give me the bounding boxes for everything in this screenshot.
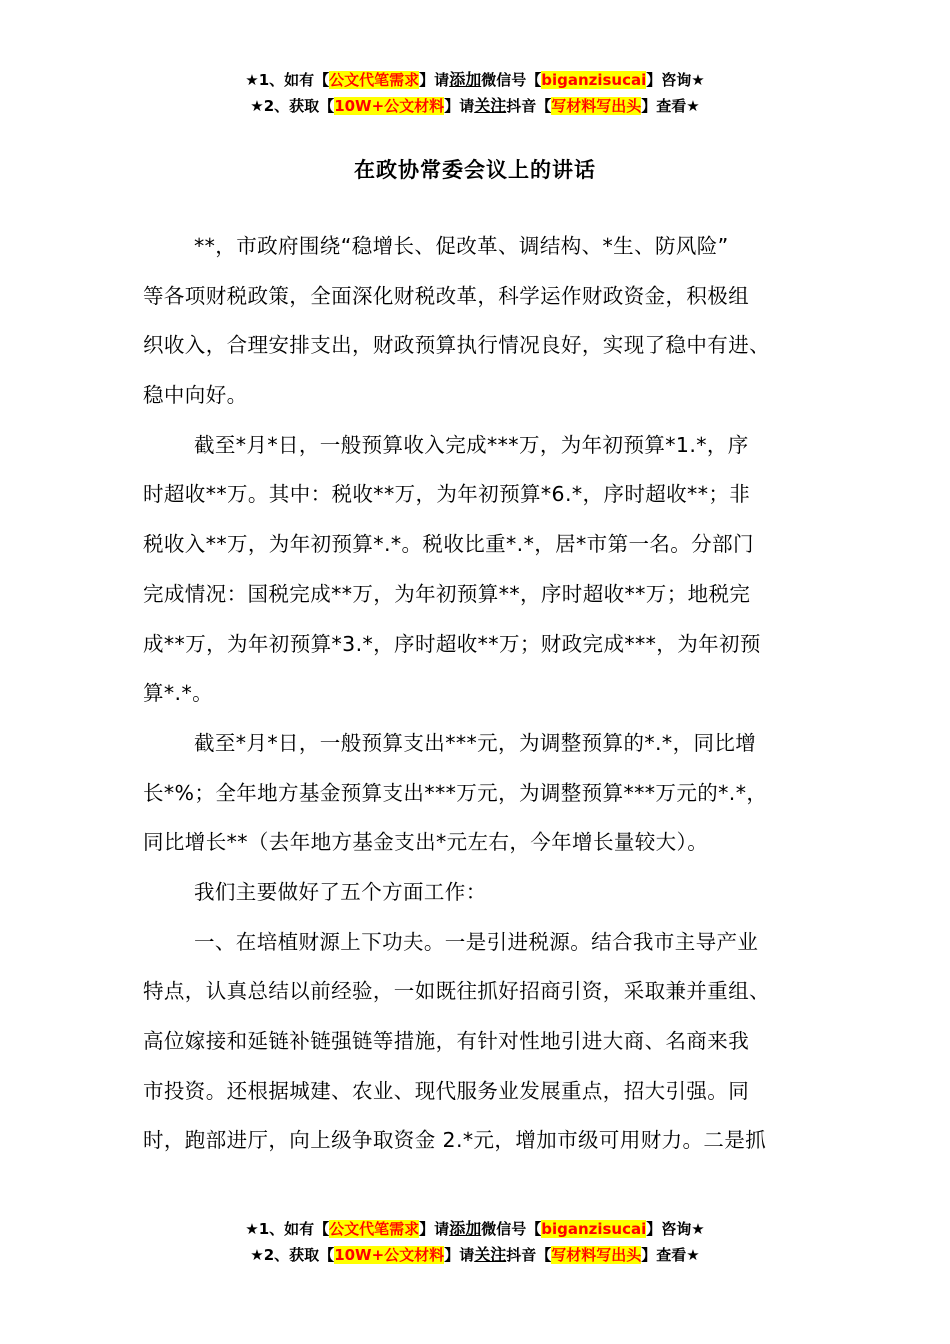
banner-text: ★1、如有【	[245, 71, 330, 89]
banner-highlight: biganzisucai	[541, 71, 647, 89]
paragraph-5-line: 时，跑部进厅，向上级争取资金 2.*元，增加市级可用财力。二是抓	[143, 1128, 767, 1153]
banner-underlined: 关注	[474, 96, 507, 115]
banner-line-2	[0, 1242, 950, 1268]
paragraph-3-line: 长*%；全年地方基金预算支出***万元，为调整预算***万元的*.*，	[143, 780, 768, 805]
banner-text: 】请	[419, 1220, 450, 1238]
banner-highlight: 公文代笔需求	[329, 1220, 420, 1238]
banner-line-1	[0, 1216, 950, 1242]
paragraph-3-line: 同比增长**（去年地方基金支出*元左右，今年增长量较大）。	[143, 830, 709, 855]
paragraph-2-line: 时超收**万。其中：税收**万，为年初预算*6.*，序时超收**；非	[143, 482, 751, 507]
banner-highlight: biganzisucai	[541, 1220, 647, 1238]
paragraph-5-line: 一、在培植财源上下功夫。一是引进税源。结合我市主导产业	[194, 929, 759, 954]
banner-line-2	[0, 93, 950, 119]
banner-text: 】请	[419, 71, 450, 89]
paragraph-1-line: 织收入，合理安排支出，财政预算执行情况良好，实现了稳中有进、	[143, 333, 770, 358]
header-banner	[0, 67, 950, 119]
banner-text: ★2、获取【	[250, 1246, 335, 1264]
banner-highlight: 写材料写出头	[551, 97, 642, 115]
paragraph-2-line: 截至*月*日，一般预算收入完成***万，为年初预算*1.*，序	[194, 432, 749, 457]
banner-text: ★2、获取【	[250, 97, 335, 115]
paragraph-5-line: 特点，认真总结以前经验，一如既往抓好招商引资，采取兼并重组、	[143, 979, 770, 1004]
banner-text: ★1、如有【	[245, 1220, 330, 1238]
paragraph-2-line: 税收入**万，为年初预算*.*。税收比重*.*，居*市第一名。分部门	[143, 532, 754, 557]
document-title: 在政协常委会议上的讲话	[354, 158, 596, 182]
banner-highlight: 写材料写出头	[551, 1246, 642, 1264]
banner-underlined: 添加	[449, 1219, 482, 1238]
banner-text: 】请	[444, 1246, 475, 1264]
paragraph-5-line: 市投资。还根据城建、农业、现代服务业发展重点，招大引强。同	[143, 1078, 750, 1103]
footer-banner	[0, 1216, 950, 1268]
banner-text: 抖音【	[506, 1246, 552, 1264]
paragraph-1-line: 等各项财税政策，全面深化财税改革，科学运作财政资金，积极组	[143, 283, 750, 308]
banner-highlight: 10W+公文材料	[334, 97, 445, 115]
banner-line-1	[0, 67, 950, 93]
banner-highlight: 10W+公文材料	[334, 1246, 445, 1264]
banner-text: 】请	[444, 97, 475, 115]
banner-text: 微信号【	[481, 1220, 542, 1238]
banner-text: 】查看★	[641, 1246, 700, 1264]
paragraph-1-line: 稳中向好。	[143, 383, 248, 408]
paragraph-4-line: 我们主要做好了五个方面工作：	[194, 879, 487, 904]
banner-text: 抖音【	[506, 97, 552, 115]
paragraph-2-line: 完成情况：国税完成**万，为年初预算**，序时超收**万；地税完	[143, 581, 751, 606]
paragraph-2-line: 成**万，为年初预算*3.*，序时超收**万；财政完成***，为年初预	[143, 631, 761, 656]
banner-text: 微信号【	[481, 71, 542, 89]
paragraph-1-line: **，市政府围绕“稳增长、促改革、调结构、*生、防风险”	[194, 234, 729, 258]
banner-underlined: 关注	[474, 1245, 507, 1264]
paragraph-5-line: 高位嫁接和延链补链强链等措施，有针对性地引进大商、名商来我	[143, 1029, 750, 1053]
paragraph-2-line: 算*.*。	[143, 681, 214, 706]
banner-text: 】查看★	[641, 97, 700, 115]
paragraph-3-line: 截至*月*日，一般预算支出***元，为调整预算的*.*，同比增	[194, 730, 757, 755]
document-body	[143, 222, 808, 1166]
banner-text: 】咨询★	[646, 71, 705, 89]
banner-underlined: 添加	[449, 70, 482, 89]
banner-text: 】咨询★	[646, 1220, 705, 1238]
banner-highlight: 公文代笔需求	[329, 71, 420, 89]
